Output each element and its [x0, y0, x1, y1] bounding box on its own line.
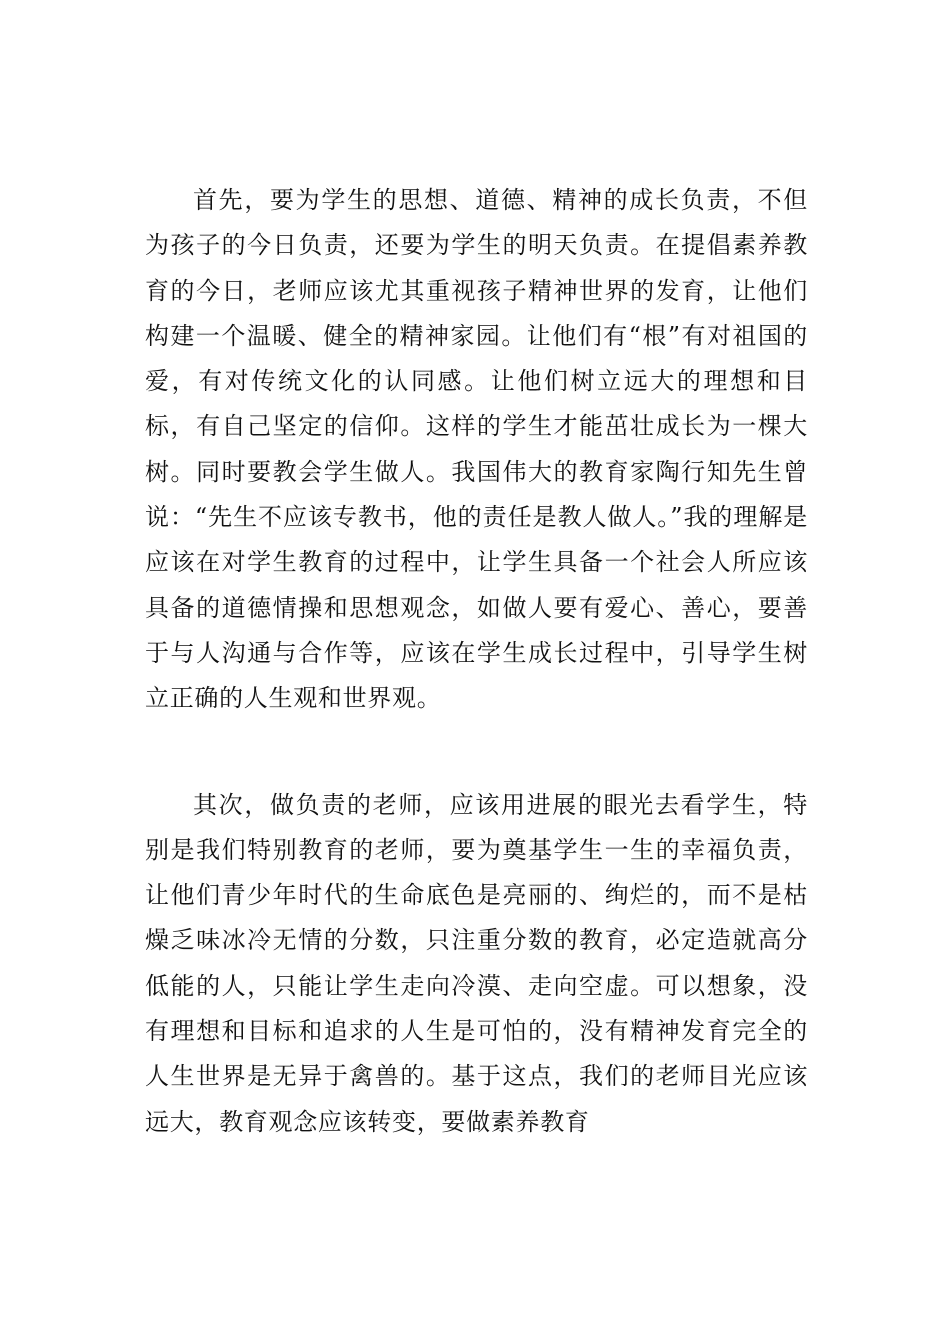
- paragraph-second: 其次，做负责的老师，应该用进展的眼光去看学生，特别是我们特别教育的老师，要为奠基学生一生的幸福负责，让他们青少年时代的生命底色是亮丽的、绚烂的，而不是枯燥乏味冰冷无情的分数，只注重分数的教育，必定造就高分低能的人，只能让学生走向冷漠、走向空虚。可以想象，没有理想和目标和追求的人生是可怕的，没有精神发育完全的人生世界是无异于禽兽的。基于这点，我们的老师目光应该远大，教育观念应该转变，要做素养教育: [145, 790, 808, 1136]
- paragraph-first: 首先，要为学生的思想、道德、精神的成长负责，不但为孩子的今日负责，还要为学生的明天负责。在提倡素养教育的今日，老师应该尤其重视孩子精神世界的发育，让他们构建一个温暖、健全的精神家园。让他们有“根”有对祖国的爱，有对传统文化的认同感。让他们树立远大的理想和目标，有自己坚定的信仰。这样的学生才能茁壮成长为一棵大树。同时要教会学生做人。我国伟大的教育家陶行知先生曾说：“先生不应该专教书，他的责任是教人做人。”我的理解是应该在对学生教育的过程中，让学生具备一个社会人所应该具备的道德情操和思想观念，如做人要有爱心、善心，要善于与人沟通与合作等，应该在学生成长过程中，引导学生树立正确的人生观和世界观。: [145, 186, 808, 713]
- document-body: [145, 178, 808, 1145]
